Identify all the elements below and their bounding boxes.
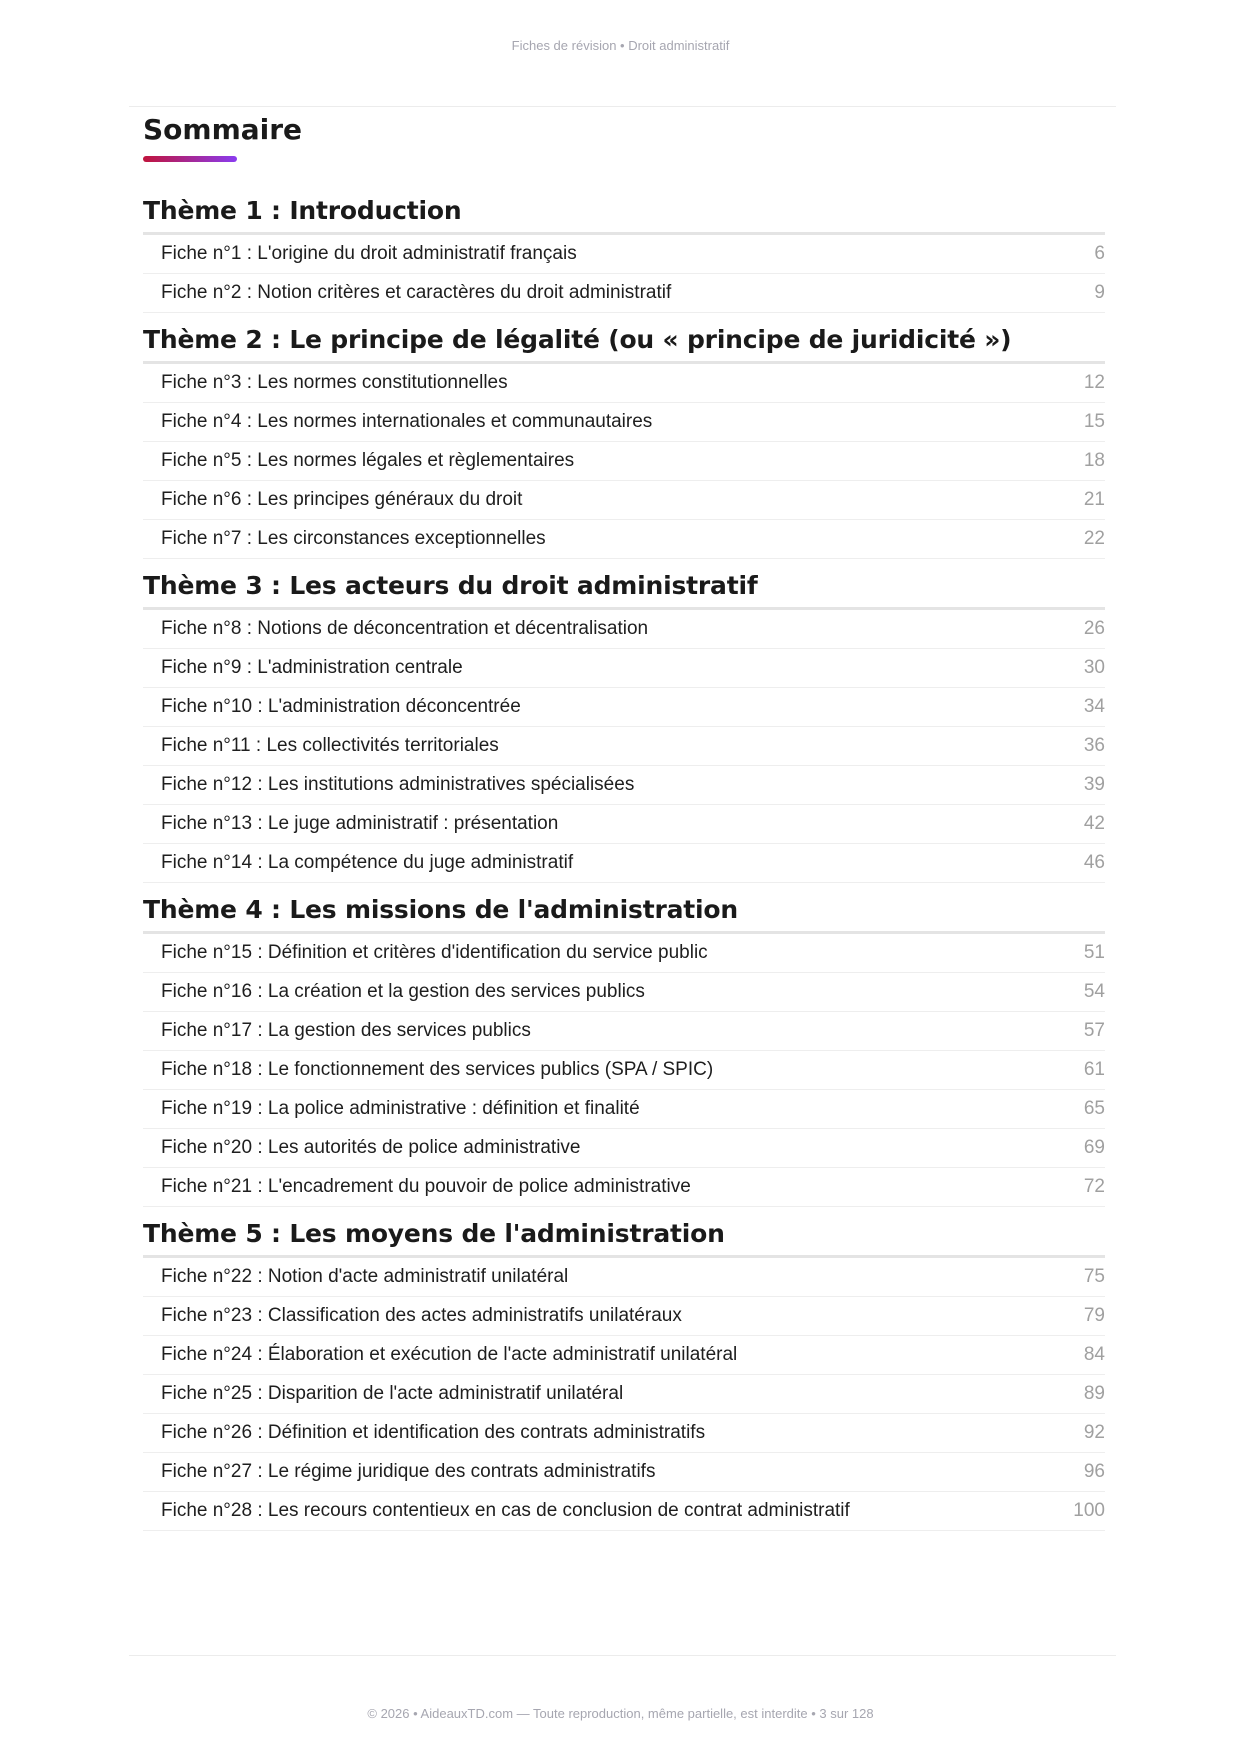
toc-entry-label: Fiche n°23 : Classification des actes administratifs unilatéraux [161,1305,682,1326]
toc-entry-page-number: 22 [1083,528,1105,549]
toc-entry-page-number: 79 [1083,1305,1105,1326]
page-title: Sommaire [143,113,303,146]
toc-entry-page-number: 65 [1083,1098,1105,1119]
toc-entry[interactable] [143,1051,1105,1090]
toc-entry-label: Fiche n°21 : L'encadrement du pouvoir de police administrative [161,1176,691,1197]
toc-entry-page-number: 34 [1083,696,1105,717]
toc-entry[interactable] [143,235,1105,274]
theme-section [143,565,1105,883]
theme-section [143,889,1105,1207]
toc-entry[interactable] [143,442,1105,481]
toc-entry-label: Fiche n°9 : L'administration centrale [161,657,463,678]
toc-entry-page-number: 26 [1083,618,1105,639]
toc-entry-page-number: 72 [1083,1176,1105,1197]
theme-section [143,190,1105,313]
toc-entry[interactable] [143,610,1105,649]
toc-entry-label: Fiche n°13 : Le juge administratif : présentation [161,813,559,834]
toc-entry-page-number: 69 [1083,1137,1105,1158]
toc-entry-label: Fiche n°8 : Notions de déconcentration et décentralisation [161,618,649,639]
toc-entry-page-number: 18 [1083,450,1105,471]
toc-entry-page-number: 12 [1083,372,1105,393]
toc-entry-label: Fiche n°15 : Définition et critères d'identification du service public [161,942,708,963]
header-divider [129,106,1116,107]
toc-entry-label: Fiche n°1 : L'origine du droit administratif français [161,243,577,264]
toc-entry-label: Fiche n°4 : Les normes internationales et communautaires [161,411,653,432]
toc-entry[interactable] [143,934,1105,973]
toc-entry[interactable] [143,1168,1105,1207]
table-of-contents [143,110,1105,1531]
toc-entry[interactable] [143,274,1105,313]
footer-divider [129,1655,1116,1656]
toc-entry-page-number: 57 [1083,1020,1105,1041]
toc-entry-label: Fiche n°16 : La création et la gestion des services publics [161,981,645,1002]
toc-entry[interactable] [143,766,1105,805]
toc-entry-label: Fiche n°3 : Les normes constitutionnelles [161,372,508,393]
page-footer: © 2026 • AideauxTD.com — Toute reproduction, même partielle, est interdite • 3 sur 128 [367,1706,874,1721]
toc-entry-page-number: 96 [1083,1461,1105,1482]
toc-entry[interactable] [143,481,1105,520]
theme-title: Thème 1 : Introduction [143,190,1105,235]
toc-entry[interactable] [143,1129,1105,1168]
toc-entry-page-number: 61 [1083,1059,1105,1080]
toc-entry-page-number: 46 [1083,852,1105,873]
theme-list [143,190,1105,1531]
toc-entry[interactable] [143,805,1105,844]
toc-entry-page-number: 30 [1083,657,1105,678]
toc-entry-page-number: 84 [1083,1344,1105,1365]
toc-entry-page-number: 100 [1073,1500,1105,1521]
toc-entry[interactable] [143,1297,1105,1336]
toc-entry-page-number: 54 [1083,981,1105,1002]
toc-entry-page-number: 15 [1083,411,1105,432]
toc-entry-label: Fiche n°11 : Les collectivités territoriales [161,735,499,756]
toc-entry-label: Fiche n°10 : L'administration déconcentrée [161,696,521,717]
toc-entry-label: Fiche n°20 : Les autorités de police administrative [161,1137,581,1158]
toc-entry-label: Fiche n°19 : La police administrative : définition et finalité [161,1098,640,1119]
toc-entry-page-number: 21 [1083,489,1105,510]
toc-entry-label: Fiche n°2 : Notion critères et caractères du droit administratif [161,282,672,303]
toc-entry-page-number: 9 [1094,282,1105,303]
toc-entry-label: Fiche n°27 : Le régime juridique des contrats administratifs [161,1461,656,1482]
toc-entry-label: Fiche n°12 : Les institutions administratives spécialisées [161,774,635,795]
toc-entry[interactable] [143,364,1105,403]
toc-entry[interactable] [143,973,1105,1012]
toc-entry[interactable] [143,727,1105,766]
toc-entry[interactable] [143,1012,1105,1051]
toc-entry-label: Fiche n°7 : Les circonstances exceptionnelles [161,528,546,549]
theme-section [143,319,1105,559]
toc-entry[interactable] [143,1375,1105,1414]
toc-entry-label: Fiche n°24 : Élaboration et exécution de l'acte administratif unilatéral [161,1344,738,1365]
toc-entry[interactable] [143,403,1105,442]
toc-entry-label: Fiche n°26 : Définition et identification des contrats administratifs [161,1422,706,1443]
toc-entry-label: Fiche n°22 : Notion d'acte administratif unilatéral [161,1266,569,1287]
toc-entry[interactable] [143,1336,1105,1375]
toc-entry[interactable] [143,1492,1105,1531]
toc-entry-page-number: 36 [1083,735,1105,756]
toc-entry[interactable] [143,520,1105,559]
toc-entry-label: Fiche n°5 : Les normes légales et règlementaires [161,450,575,471]
theme-title: Thème 3 : Les acteurs du droit administratif [143,565,1105,610]
toc-entry-page-number: 92 [1083,1422,1105,1443]
theme-title: Thème 4 : Les missions de l'administration [143,889,1105,934]
toc-entry-label: Fiche n°14 : La compétence du juge administratif [161,852,574,873]
toc-entry[interactable] [143,1453,1105,1492]
toc-entry-page-number: 6 [1094,243,1105,264]
toc-entry[interactable] [143,1414,1105,1453]
title-accent-bar [143,156,237,162]
toc-entry-label: Fiche n°6 : Les principes généraux du droit [161,489,523,510]
running-header: Fiches de révision • Droit administratif [511,38,730,53]
theme-title: Thème 5 : Les moyens de l'administration [143,1213,1105,1258]
theme-section [143,1213,1105,1531]
toc-entry-page-number: 51 [1083,942,1105,963]
toc-entry-page-number: 75 [1083,1266,1105,1287]
toc-entry-page-number: 42 [1083,813,1105,834]
toc-entry-label: Fiche n°17 : La gestion des services publics [161,1020,531,1041]
toc-entry-page-number: 89 [1083,1383,1105,1404]
toc-entry-page-number: 39 [1083,774,1105,795]
toc-entry[interactable] [143,649,1105,688]
theme-title: Thème 2 : Le principe de légalité (ou « principe de juridicité ») [143,319,1105,364]
toc-entry-label: Fiche n°28 : Les recours contentieux en cas de conclusion de contrat administratif [161,1500,850,1521]
toc-entry[interactable] [143,688,1105,727]
toc-entry[interactable] [143,1258,1105,1297]
toc-entry[interactable] [143,1090,1105,1129]
toc-entry-label: Fiche n°18 : Le fonctionnement des services publics (SPA / SPIC) [161,1059,714,1080]
toc-entry-label: Fiche n°25 : Disparition de l'acte administratif unilatéral [161,1383,624,1404]
toc-entry[interactable] [143,844,1105,883]
